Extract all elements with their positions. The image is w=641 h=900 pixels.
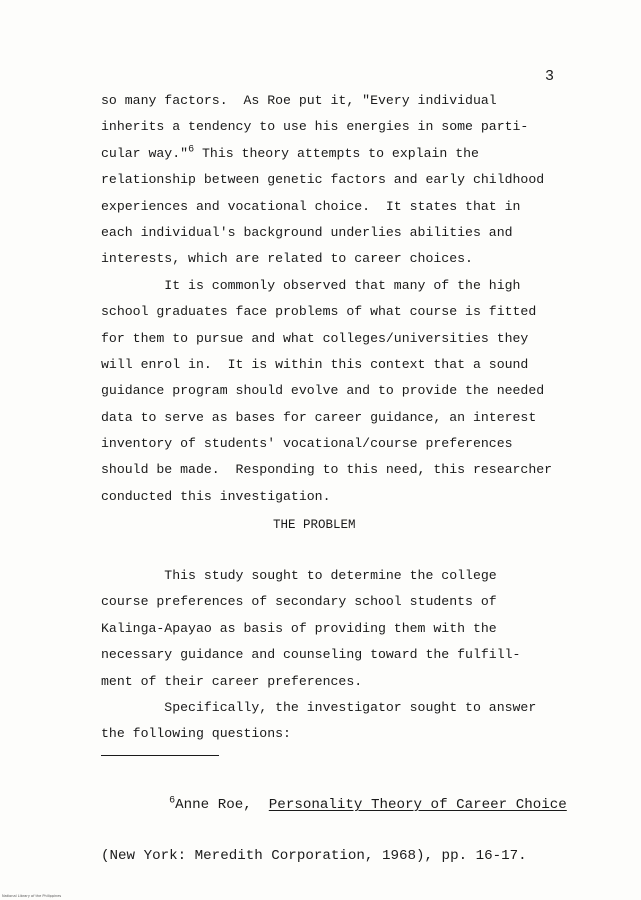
footnote [101,763,567,882]
footnote-author: Anne Roe, [175,797,252,813]
text-line [101,141,571,167]
text-line: the following questions: [101,726,291,742]
text-line: necessary guidance and counseling toward the fulfill- [101,647,521,663]
text-line: It is commonly observed that many of the high [101,277,521,293]
text-line: course preferences of secondary school students of [101,594,497,610]
text-line: Kalinga-Apayao as basis of providing them with the [101,620,497,636]
text-line: for them to pursue and what colleges/universities they [101,330,529,346]
footnote-reference: 6 [188,144,195,156]
margin-note: National Library of the Philippines [2,894,62,898]
text-segment: cular way." [101,145,189,161]
blank-line [101,537,571,563]
text-line: inventory of students' vocational/course preferences [101,436,513,452]
footnote-title: Personality Theory of Career Choice [268,797,567,813]
text-line: experiences and vocational choice. It states that in [101,198,521,214]
body-text [101,88,571,748]
text-line: should be made. Responding to this need, this researcher [101,462,553,478]
page-number: 3 [545,68,555,85]
footnote-marker: 6 [169,795,176,807]
text-line: guidance program should evolve and to provide the needed [101,383,545,399]
text-line: interests, which are related to career choices. [101,251,473,267]
text-line: inherits a tendency to use his energies in some parti- [101,119,529,135]
text-line: relationship between genetic factors and early childhood [101,172,545,188]
text-line: data to serve as bases for career guidance, an interest [101,409,537,425]
text-line: each individual's background underlies abilities and [101,224,513,240]
text-line: Specifically, the investigator sought to answer [101,699,537,715]
footnote-line: (New York: Meredith Corporation, 1968), pp. 16-17. [101,848,527,864]
text-line: conducted this investigation. [101,488,331,504]
footnote-divider [101,755,219,756]
text-line: so many factors. As Roe put it, "Every individual [101,93,497,108]
footnote-line [101,797,567,814]
text-line: school graduates face problems of what course is fitted [101,304,537,320]
text-segment: This theory attempts to explain the [194,145,479,161]
text-line: ment of their career preferences. [101,673,363,689]
text-line: will enrol in. It is within this context that a sound [101,356,529,372]
text-line: This study sought to determine the college [101,568,497,584]
section-heading: THE PROBLEM [273,518,356,532]
